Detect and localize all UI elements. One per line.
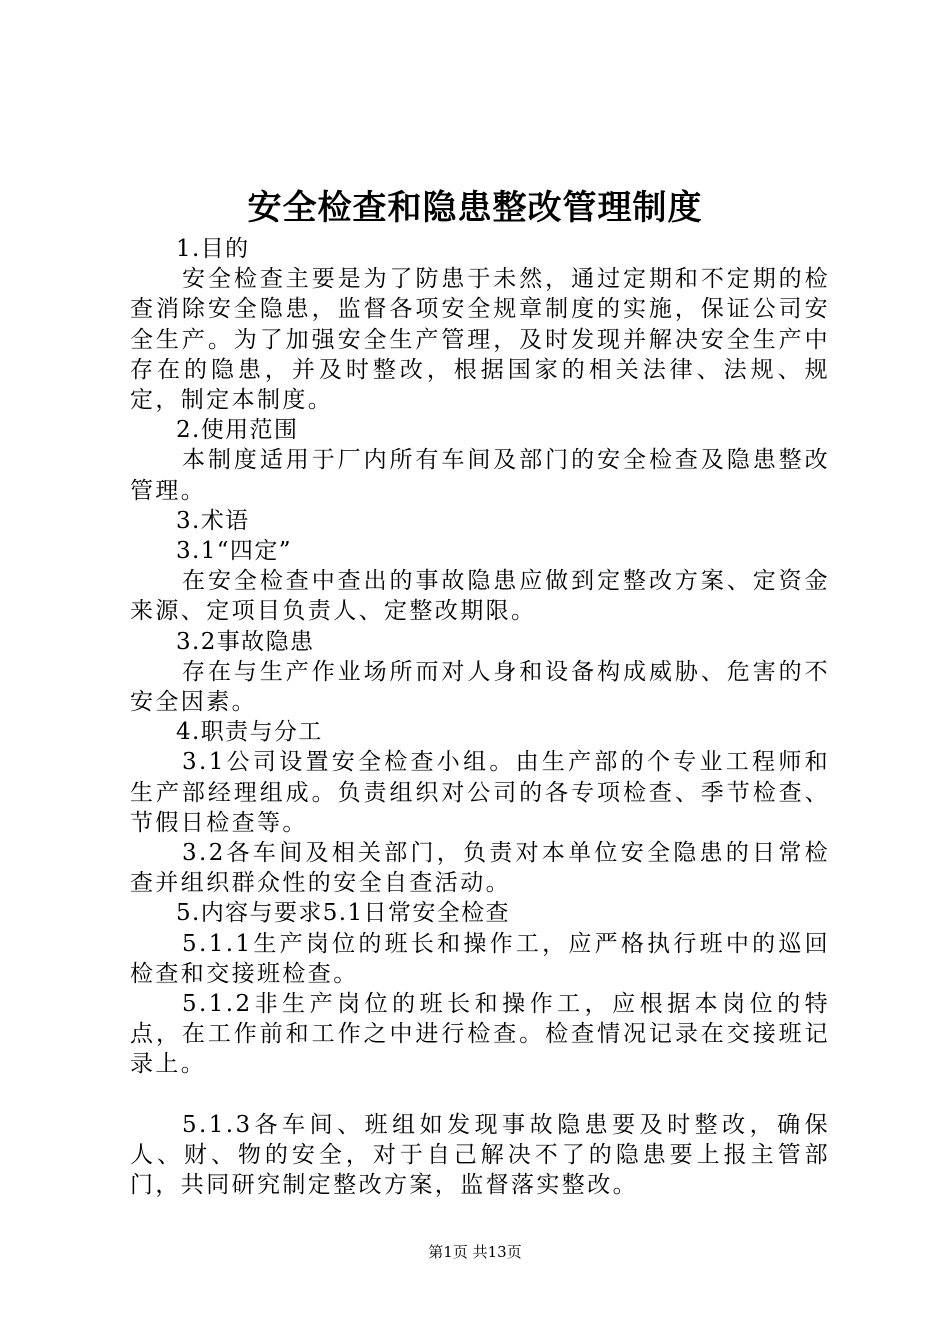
paragraph-spacer — [130, 1080, 830, 1110]
paragraph: 安全检查主要是为了防患于未然，通过定期和不定期的检查消除安全隐患，监督各项安全规章制度的实施，保证公司安全生产。为了加强安全生产管理，及时发现并解决安全生产中存在的隐患，并及时整改，根据国家的相关法律、法规、规定，制定本制度。 — [130, 266, 830, 414]
paragraph: 5.1.3各车间、班组如发现事故隐患要及时整改，确保人、财、物的安全，对于自己解决不了的隐患要上报主管部门，共同研究制定整改方案，监督落实整改。 — [130, 1111, 830, 1199]
document-body — [130, 234, 830, 1200]
paragraph: 3.2各车间及相关部门，负责对本单位安全隐患的日常检查并组织群众性的安全自查活动。 — [130, 840, 830, 897]
paragraph: 存在与生产作业场所而对人身和设备构成威胁、危害的不安全因素。 — [130, 658, 830, 716]
section-heading: 2.使用范围 — [176, 417, 299, 444]
section-heading: 3.术语 — [176, 507, 250, 534]
paragraph: 5.1.2非生产岗位的班长和操作工，应根据本岗位的特点，在工作前和工作之中进行检查。检查情况记录在交接班记录上。 — [130, 991, 830, 1078]
paragraph: 5.1.1生产岗位的班长和操作工，应严格执行班中的巡回检查和交接班检查。 — [130, 930, 830, 987]
section-heading: 3.1“四定” — [176, 538, 292, 565]
section-heading: 3.2事故隐患 — [176, 628, 315, 655]
section-heading: 1.目的 — [176, 236, 250, 262]
paragraph: 3.1公司设置安全检查小组。由生产部的个专业工程师和生产部经理组成。负责组织对公司的各专项检查、季节检查、节假日检查等。 — [130, 749, 830, 836]
paragraph: 在安全检查中查出的事故隐患应做到定整改方案、定资金来源、定项目负责人、定整改期限。 — [130, 568, 830, 625]
section-heading: 4.职责与分工 — [176, 719, 323, 746]
section-heading: 5.内容与要求5.1日常安全检查 — [176, 900, 510, 927]
document-title: 安全检查和隐患整改管理制度 — [247, 188, 703, 228]
paragraph: 本制度适用于厂内所有车间及部门的安全检查及隐患整改管理。 — [130, 447, 830, 504]
page-footer: 第1页 共13页 — [428, 1243, 522, 1261]
